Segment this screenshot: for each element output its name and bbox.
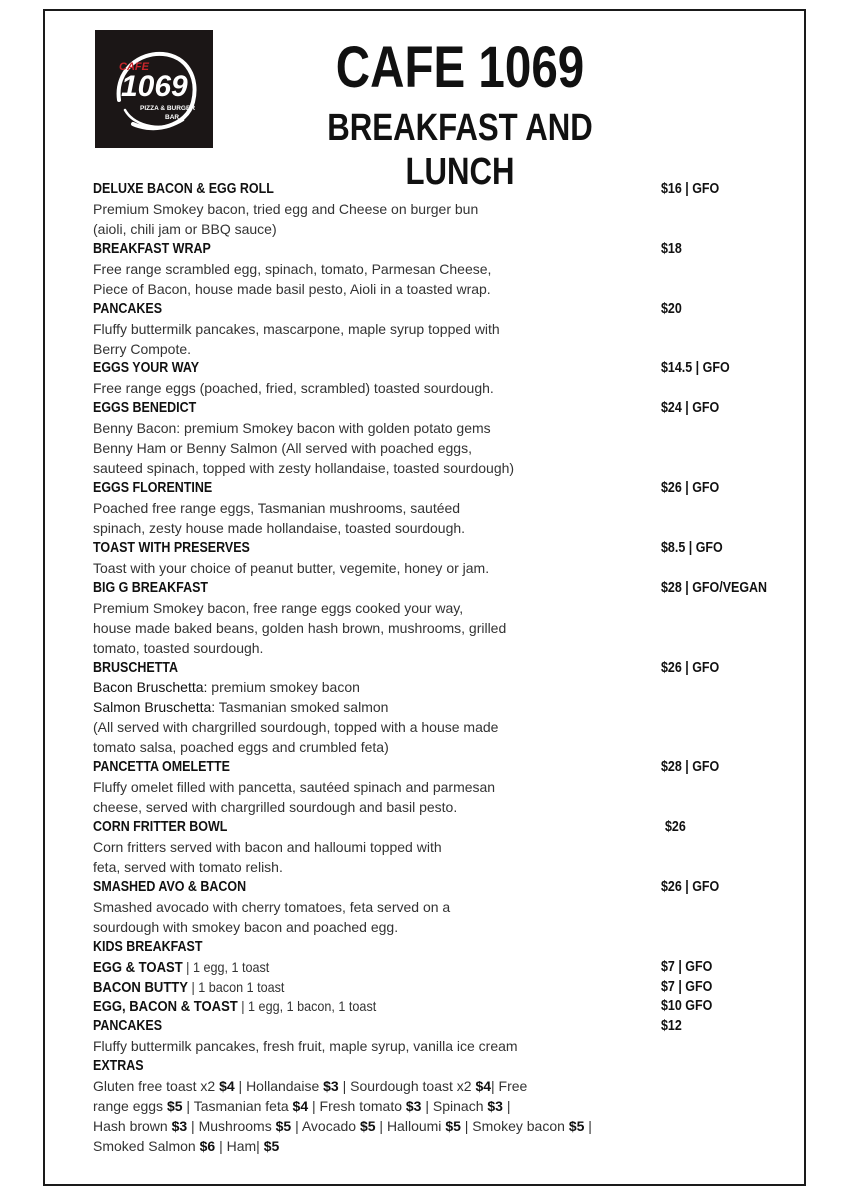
extras-item-label: Smoked Salmon <box>93 1138 200 1154</box>
menu-item-name: PANCAKES <box>93 300 163 317</box>
menu-item-description: Free range eggs (poached, fried, scrambled) toasted sourdough. <box>93 380 494 397</box>
extras-item-label: | Sourdough toast x2 <box>338 1078 476 1095</box>
extras-price: $5 <box>166 1098 183 1115</box>
menu-item-name: BREAKFAST WRAP <box>93 240 211 257</box>
bruschetta-bacon-text: premium smokey bacon <box>207 679 360 696</box>
extras-price: $4 <box>475 1078 492 1095</box>
kids-item-name: BACON BUTTY <box>93 979 188 996</box>
menu-item-row <box>93 300 783 320</box>
menu-item-price: $28 | GFO <box>661 759 720 776</box>
kids-pancakes-name: PANCAKES <box>93 1018 163 1035</box>
menu-item-price: $28 | GFO/VEGAN <box>661 579 768 596</box>
extras-price: $3 <box>487 1098 503 1115</box>
extras-item-label: | Tasmanian feta <box>182 1098 293 1115</box>
kids-item-price: $7 | GFO <box>661 978 713 995</box>
menu-item-description: Benny Ham or Benny Salmon (All served with poached eggs, <box>93 440 472 457</box>
extras-item-label: | Fresh tomato <box>308 1098 406 1115</box>
menu-item-description: Piece of Bacon, house made basil pesto, Aioli in a toasted wrap. <box>93 280 491 297</box>
kids-item-row <box>93 997 783 1017</box>
menu-item-description: Corn fritters served with bacon and halloumi topped with <box>93 838 442 855</box>
menu-item-description: Smashed avocado with cherry tomatoes, feta served on a <box>93 898 451 915</box>
menu-item-row <box>93 878 783 898</box>
menu-item-description-row <box>93 280 783 300</box>
menu-item-description-row <box>93 1037 783 1057</box>
menu-item-description-row <box>93 519 783 539</box>
extras-item-label: | <box>584 1118 592 1135</box>
extras-item-label: | Ham| <box>215 1138 264 1154</box>
menu-item-name: PANCETTA OMELETTE <box>93 759 230 776</box>
page-title: CAFE 1069 <box>335 35 585 100</box>
kids-item-price: $10 GFO <box>661 998 713 1015</box>
menu-list <box>93 180 783 1157</box>
menu-item-description: spinach, zesty house made hollandaise, toasted sourdough. <box>93 519 466 536</box>
kids-item-row <box>93 958 783 978</box>
menu-item-description-row <box>93 838 783 858</box>
logo-number: 1069 <box>121 70 188 103</box>
menu-item-row <box>93 240 783 260</box>
menu-item-description: feta, served with tomato relish. <box>93 858 283 875</box>
extras-price: $6 <box>199 1138 216 1154</box>
menu-item-row <box>93 539 783 559</box>
kids-item-detail: | 1 egg, 1 toast <box>182 958 270 975</box>
menu-item-description-row <box>93 778 783 798</box>
extras-item-label: Gluten free toast x2 <box>93 1078 220 1095</box>
bruschetta-bacon-label: Bacon Bruschetta: <box>93 679 208 696</box>
kids-pancakes-price: $12 <box>661 1018 682 1035</box>
menu-item-row <box>93 818 783 838</box>
menu-item-description-row <box>93 639 783 659</box>
menu-item-description-row <box>93 379 783 399</box>
extras-heading-row <box>93 1057 783 1077</box>
menu-item-price: $14.5 | GFO <box>661 360 730 377</box>
menu-item-description-row <box>93 738 783 758</box>
menu-item-description-row <box>93 798 783 818</box>
extras-price: $5 <box>568 1118 585 1135</box>
kids-item-row <box>93 978 783 998</box>
extras-item-label: | Hollandaise <box>234 1078 324 1095</box>
menu-item-description: Premium Smokey bacon, tried egg and Cheese on burger bun <box>93 200 479 217</box>
extras-price: $5 <box>445 1118 461 1135</box>
menu-item-description: (aioli, chili jam or BBQ sauce) <box>93 220 277 237</box>
cafe-logo <box>95 30 213 148</box>
menu-item-description: Free range scrambled egg, spinach, tomato, Parmesan Cheese, <box>93 260 492 277</box>
menu-item-name: SMASHED AVO & BACON <box>93 878 247 895</box>
kids-item-name: EGG, BACON & TOAST <box>93 999 238 1016</box>
menu-item-row <box>93 1017 783 1037</box>
menu-item-description-row <box>93 459 783 479</box>
menu-item-name: EGGS BENEDICT <box>93 400 197 417</box>
menu-item-price: $24 | GFO <box>661 400 720 417</box>
menu-item-price: $18 <box>661 240 682 257</box>
menu-item-description-row <box>93 619 783 639</box>
menu-item-description: Fluffy omelet filled with pancetta, sautéed spinach and parmesan <box>93 779 496 796</box>
extras-price: $5 <box>275 1118 292 1135</box>
bruschetta-bacon-row <box>93 678 783 698</box>
logo-tagline-1: PIZZA & BURGER <box>140 105 196 112</box>
menu-item-name: CORN FRITTER BOWL <box>93 819 228 835</box>
logo-cafe-text: CAFE <box>119 61 149 73</box>
extras-text <box>93 1118 592 1134</box>
menu-item-name: DELUXE BACON & EGG ROLL <box>93 181 274 197</box>
kids-item-detail: | 1 bacon 1 toast <box>187 978 285 995</box>
menu-item-price: $26 <box>665 819 686 835</box>
kids-pancakes-description: Fluffy buttermilk pancakes, fresh fruit, maple syrup, vanilla ice cream <box>93 1038 518 1055</box>
extras-text <box>93 1078 527 1094</box>
menu-item-description-row <box>93 718 783 738</box>
extras-item-label: | Mushrooms <box>187 1118 276 1135</box>
extras-item-label: | Free <box>491 1078 528 1095</box>
menu-item-price: $8.5 | GFO <box>661 539 723 556</box>
menu-item-description: sourdough with smokey bacon and poached egg. <box>93 918 399 935</box>
extras-price: $4 <box>292 1098 309 1115</box>
menu-item-description-row <box>93 559 783 579</box>
bruschetta-salmon-text: Tasmanian smoked salmon <box>215 699 389 716</box>
extras-price: $4 <box>219 1078 235 1095</box>
menu-item-name: TOAST WITH PRESERVES <box>93 539 250 556</box>
extras-text <box>93 1138 279 1154</box>
menu-item-description: tomato, toasted sourdough. <box>93 639 264 656</box>
menu-item-row <box>93 659 783 679</box>
menu-item-description-row <box>93 200 783 220</box>
menu-item-description: (All served with chargrilled sourdough, topped with a house made <box>93 719 499 736</box>
extras-line <box>93 1097 783 1117</box>
extras-line <box>93 1137 783 1157</box>
menu-item-row <box>93 479 783 499</box>
extras-item-label: | Avocado <box>291 1118 360 1135</box>
menu-item-name: EGGS FLORENTINE <box>93 480 213 497</box>
menu-item-description-row <box>93 340 783 360</box>
menu-item-description: tomato salsa, poached eggs and crumbled feta) <box>93 739 389 756</box>
menu-item-description: Toast with your choice of peanut butter, vegemite, honey or jam. <box>93 559 490 576</box>
kids-heading-row <box>93 938 783 958</box>
kids-item-price: $7 | GFO <box>661 958 713 975</box>
menu-item-row <box>93 579 783 599</box>
menu-item-price: $26 | GFO <box>661 878 720 895</box>
extras-price: $3 <box>323 1078 339 1095</box>
kids-item-name: EGG & TOAST <box>93 959 183 976</box>
bruschetta-salmon-row <box>93 698 783 718</box>
logo-tagline-2: BAR <box>165 114 180 121</box>
menu-item-description-row <box>93 260 783 280</box>
menu-item-description-row <box>93 419 783 439</box>
extras-price: $3 <box>171 1118 188 1135</box>
extras-item-label: Hash brown <box>93 1118 172 1135</box>
menu-item-name: BIG G BREAKFAST <box>93 579 209 596</box>
extras-item-label: | <box>502 1098 511 1115</box>
menu-item-name: BRUSCHETTA <box>93 659 178 676</box>
menu-item-row <box>93 359 783 379</box>
menu-item-name: EGGS YOUR WAY <box>93 360 200 377</box>
menu-item-description-row <box>93 220 783 240</box>
menu-item-description-row <box>93 320 783 340</box>
menu-item-row <box>93 758 783 778</box>
extras-item-label: | Halloumi <box>375 1118 446 1135</box>
menu-item-description: sauteed spinach, topped with zesty hollandaise, toasted sourdough) <box>93 460 515 477</box>
menu-item-description: house made baked beans, golden hash brown, mushrooms, grilled <box>93 619 507 636</box>
extras-heading: EXTRAS <box>93 1058 144 1075</box>
extras-item-label: | Smokey bacon <box>460 1118 569 1135</box>
extras-price: $3 <box>405 1098 422 1115</box>
kids-item-detail: | 1 egg, 1 bacon, 1 toast <box>237 998 377 1015</box>
menu-item-price: $26 | GFO <box>661 480 720 497</box>
extras-item-label: range eggs <box>93 1098 167 1115</box>
menu-item-description-row <box>93 918 783 938</box>
menu-item-description: Poached free range eggs, Tasmanian mushrooms, sautéed <box>93 500 461 516</box>
menu-item-description: Fluffy buttermilk pancakes, mascarpone, maple syrup topped with <box>93 320 500 337</box>
menu-item-description-row <box>93 599 783 619</box>
menu-item-row <box>93 399 783 419</box>
menu-item-description: Berry Compote. <box>93 340 192 357</box>
extras-line <box>93 1117 783 1137</box>
page-subtitle: BREAKFAST AND LUNCH <box>327 107 593 193</box>
menu-item-description-row <box>93 858 783 878</box>
menu-item-price: $20 <box>661 300 682 317</box>
menu-item-description-row <box>93 898 783 918</box>
bruschetta-salmon-label: Salmon Bruschetta: <box>93 699 216 716</box>
menu-item-row <box>93 180 783 200</box>
extras-item-label: | Spinach <box>421 1098 488 1115</box>
menu-item-description: Benny Bacon: premium Smokey bacon with golden potato gems <box>93 420 491 437</box>
menu-item-description: Premium Smokey bacon, free range eggs cooked your way, <box>93 599 464 616</box>
extras-line <box>93 1077 783 1097</box>
extras-price: $5 <box>359 1118 376 1135</box>
menu-item-price: $16 | GFO <box>661 181 720 197</box>
menu-item-description-row <box>93 499 783 519</box>
extras-price: $5 <box>263 1138 280 1154</box>
menu-item-description: cheese, served with chargrilled sourdough and basil pesto. <box>93 799 458 816</box>
extras-text <box>93 1098 510 1114</box>
menu-item-description-row <box>93 439 783 459</box>
menu-item-price: $26 | GFO <box>661 659 720 676</box>
kids-heading: KIDS BREAKFAST <box>93 938 203 955</box>
